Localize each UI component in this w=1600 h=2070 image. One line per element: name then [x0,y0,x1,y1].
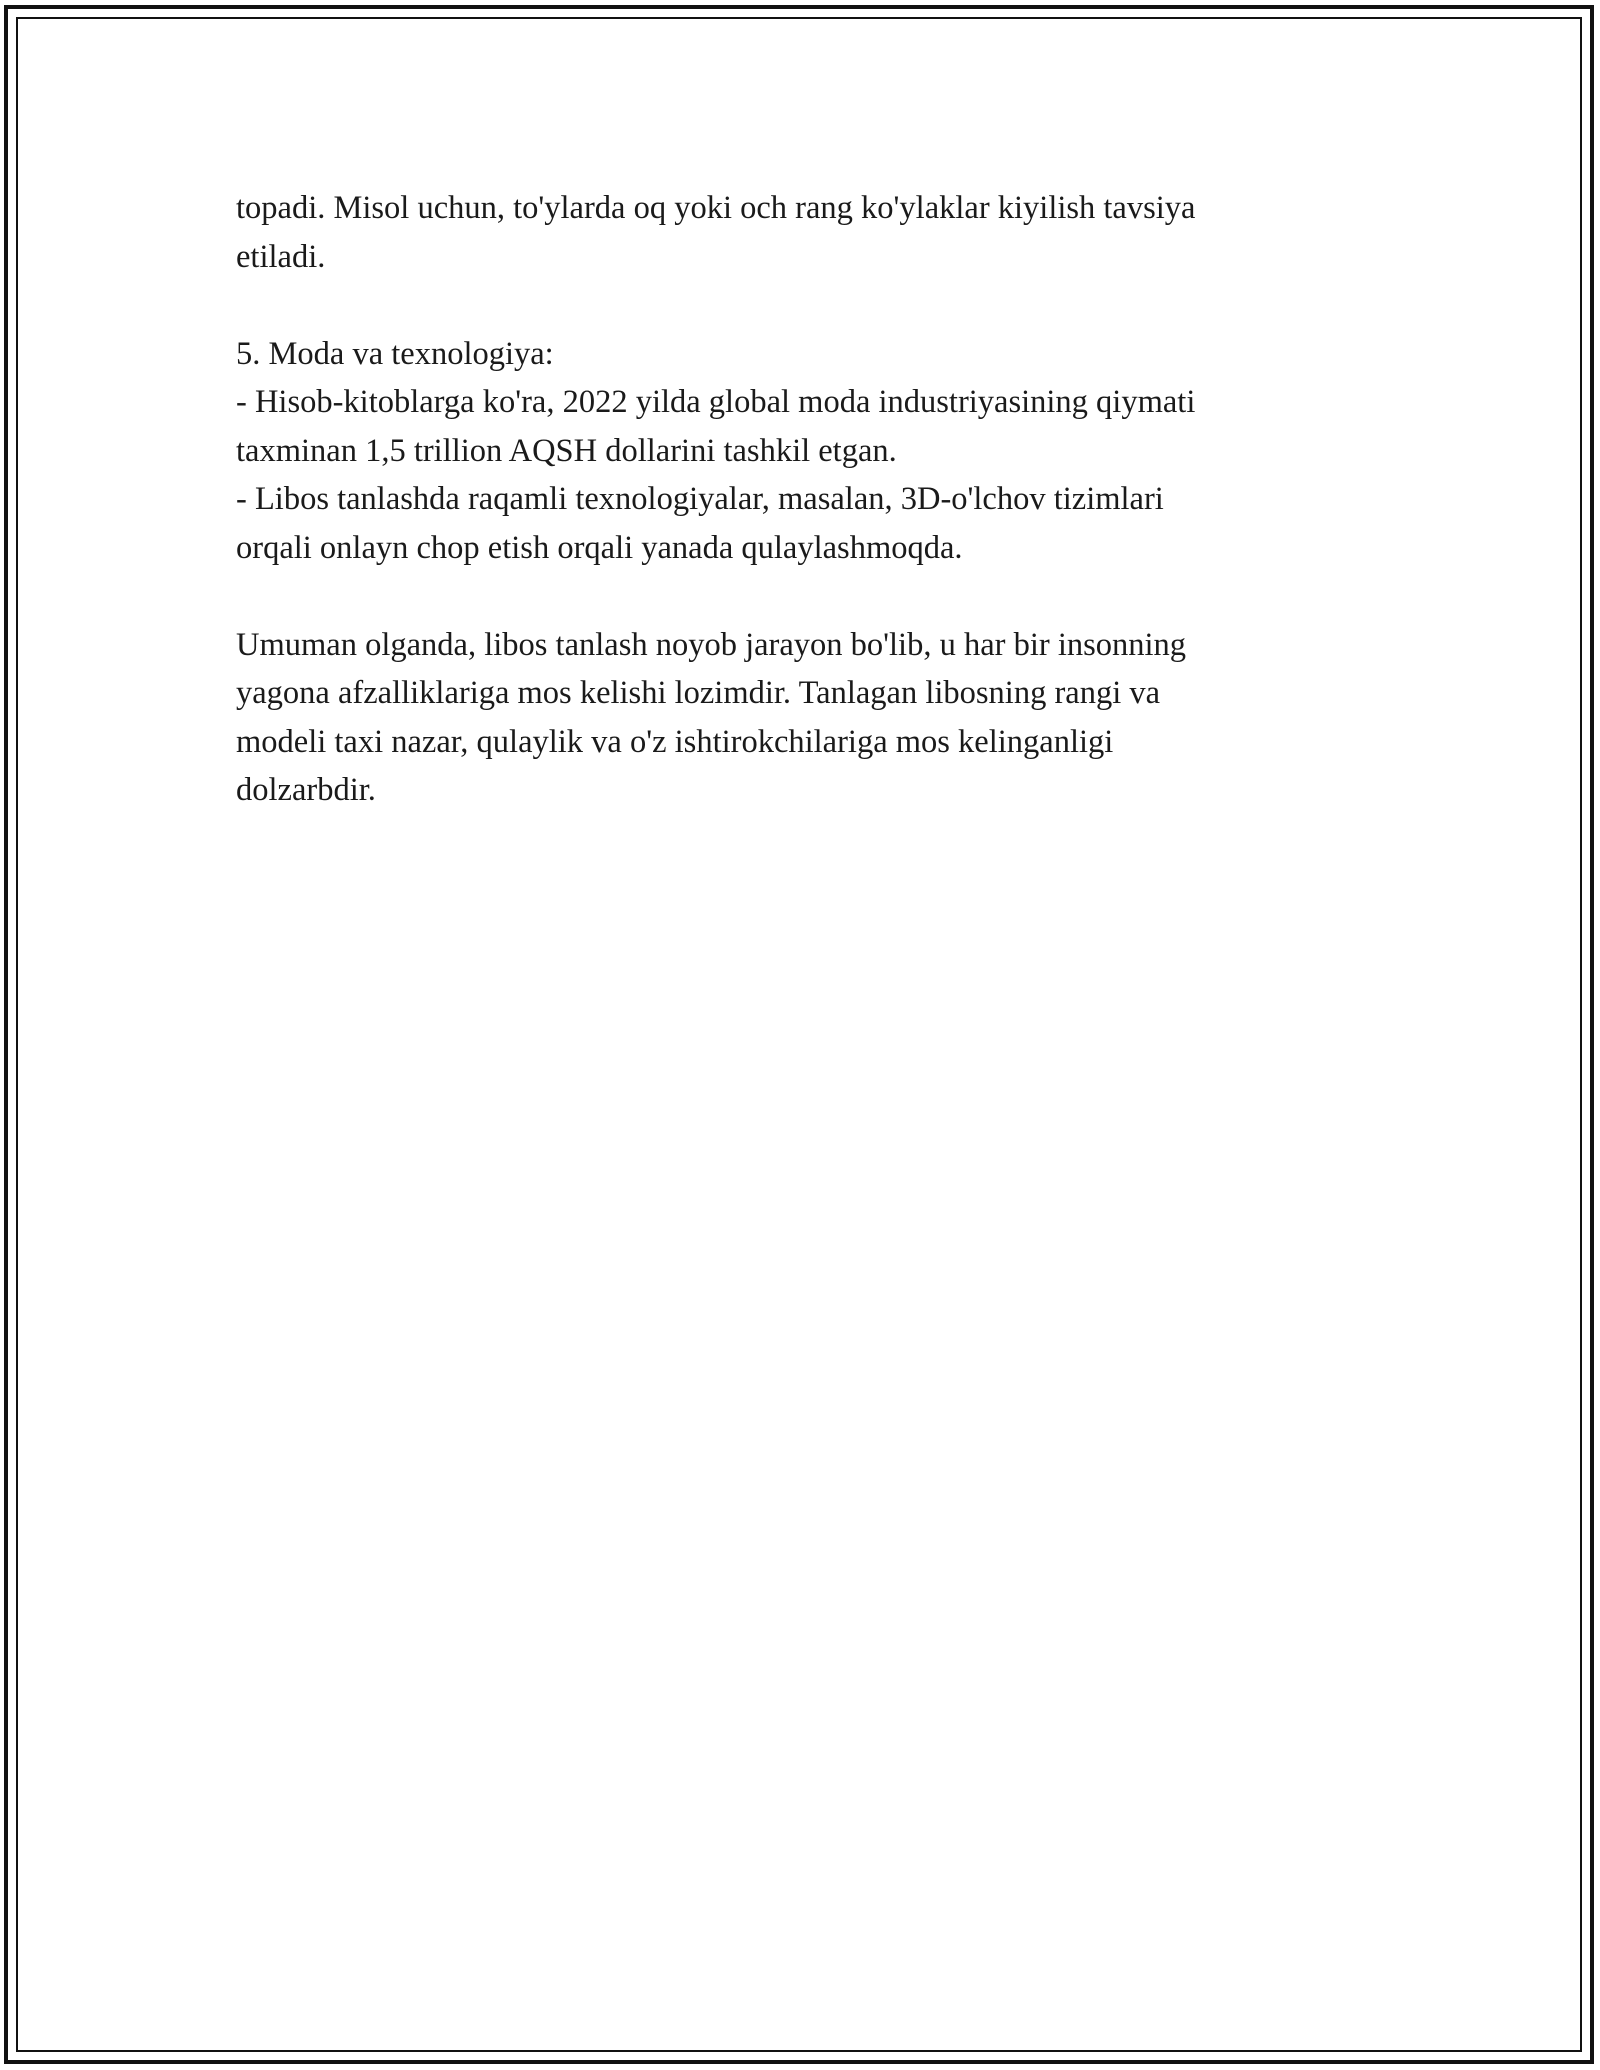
text-line: dolzarbdir. [236,772,376,808]
text-line: yagona afzalliklariga mos kelishi lozimdir. Tanlagan libosning rangi va [236,675,1161,711]
text-line: etiladi. [236,238,326,275]
text-line: modeli taxi nazar, qulaylik va o'z ishtirokchilariga mos kelinganligi [236,723,1114,760]
paragraph-gap [236,281,1366,330]
document-body [236,184,1366,815]
paragraph-continuation [236,184,1366,281]
section-heading: 5. Moda va texnologiya: [236,335,554,372]
bullet-line: - Hisob-kitoblarga ko'ra, 2022 yilda global moda industriyasining qiymati [236,384,1196,420]
text-line: Umuman olganda, libos tanlash noyob jarayon bo'lib, u har bir insonning [236,626,1187,663]
bullet-line: - Libos tanlashda raqamli texnologiyalar, masalan, 3D-o'lchov tizimlari [236,481,1164,517]
text-line: taxminan 1,5 trillion AQSH dollarini tashkil etgan. [236,432,897,469]
paragraph-gap [236,572,1366,621]
section-moda-va-texnologiya [236,330,1366,573]
paragraph-conclusion [236,621,1366,815]
text-line: orqali onlayn chop etish orqali yanada qulaylashmoqda. [236,529,963,566]
text-line: topadi. Misol uchun, to'ylarda oq yoki och rang ko'ylaklar kiyilish tavsiya [236,190,1196,226]
